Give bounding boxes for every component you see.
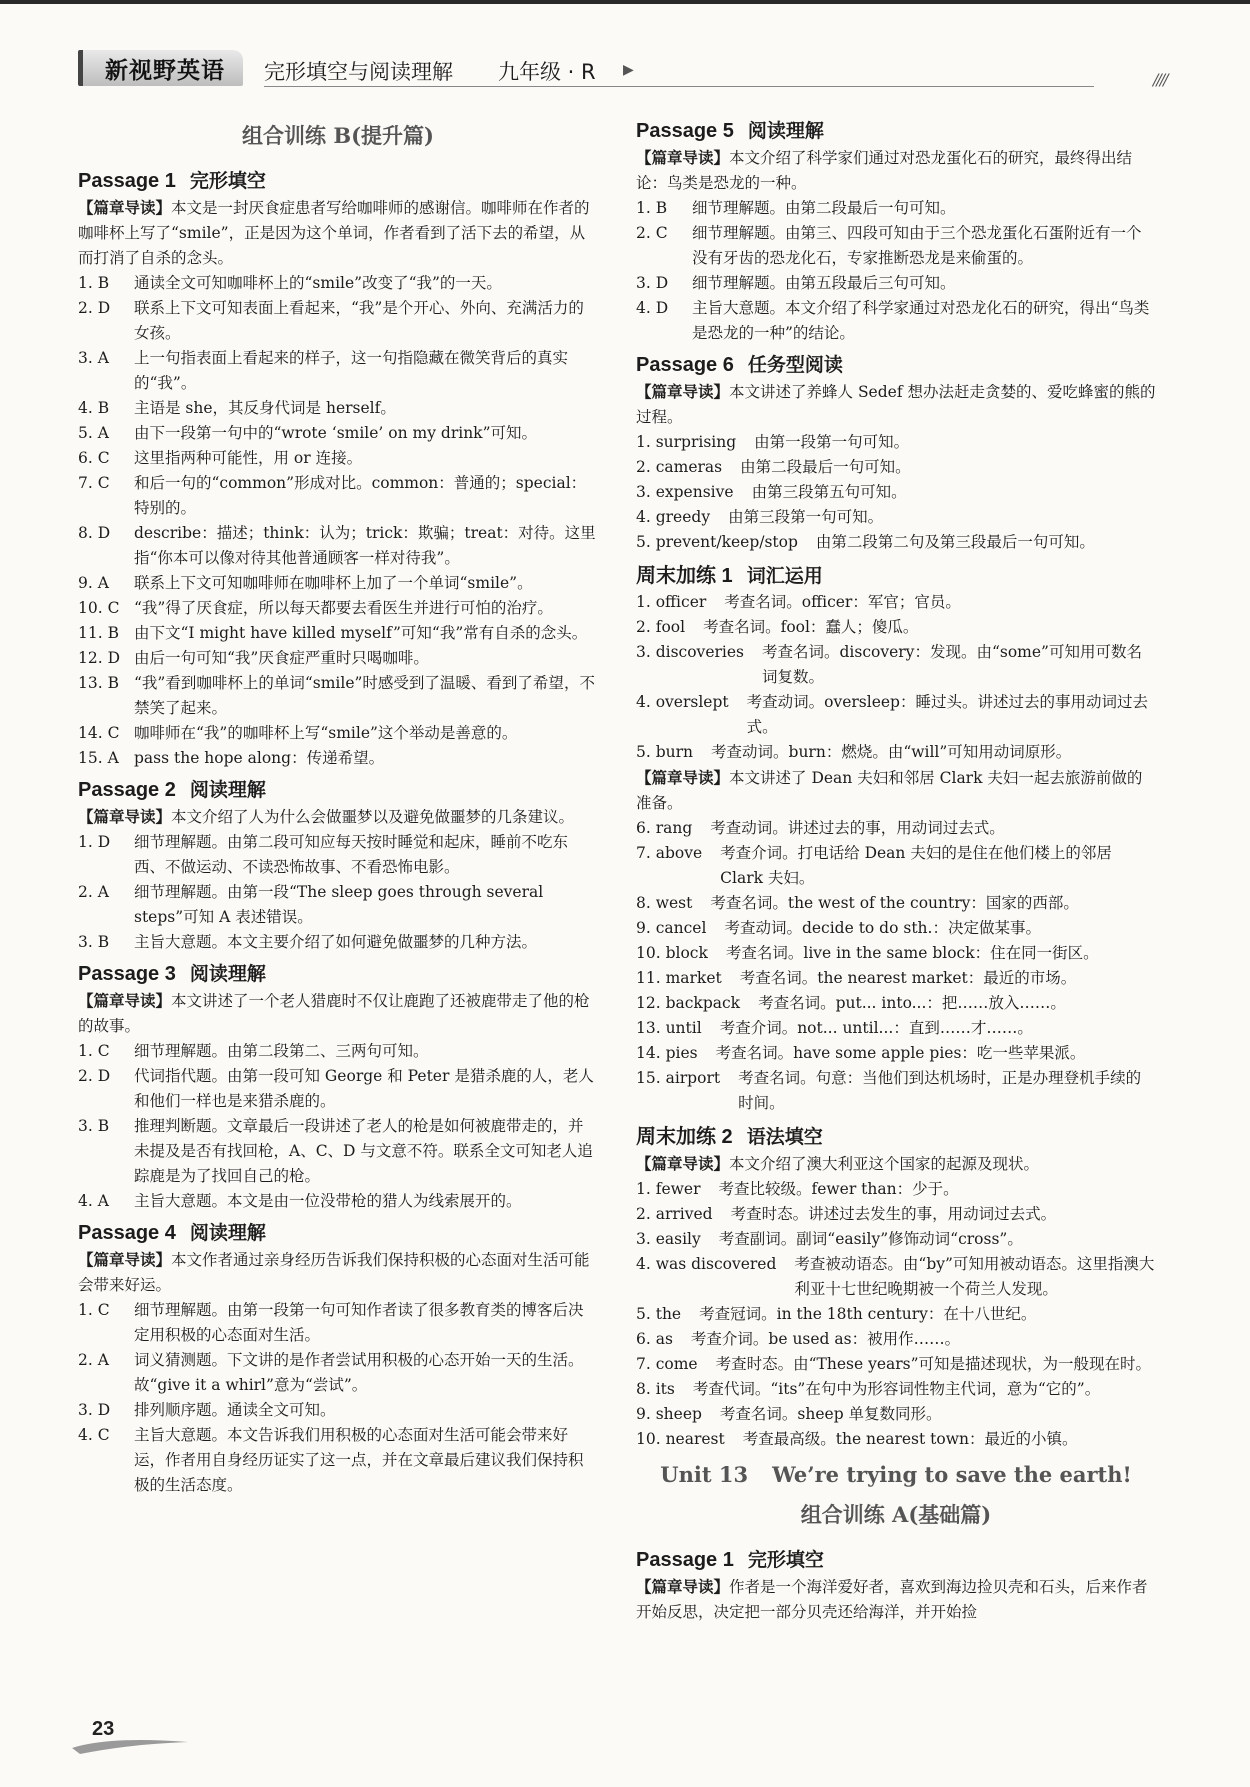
book-grade: 九年级 · R <box>498 60 596 84</box>
passage-name: Passage 1 <box>78 170 176 192</box>
answer-item <box>636 430 1156 455</box>
answer-number: 13. until <box>636 1019 702 1037</box>
answer-item <box>78 721 598 746</box>
answer-number: 2. C <box>636 224 668 242</box>
answer-number: 6. C <box>78 449 110 467</box>
passage-guide: 【篇章导读】本文介绍了澳大利亚这个国家的起源及现状。 <box>636 1154 1040 1173</box>
answer-explanation: 细节理解题。由第二段第二、三两句可知。 <box>134 1042 429 1060</box>
answer-explanation: 细节理解题。由第三、四段可知由于三个恐龙蛋化石蛋附近有一个没有牙齿的恐龙化石，专家推断恐龙是来偷蛋的。 <box>692 224 1142 267</box>
answer-explanation: “我”看到咖啡杯上的单词“smile”时感受到了温暖、看到了希望，不禁笑了起来。 <box>134 674 595 717</box>
passage-5 <box>636 116 1156 346</box>
answer-number: 2. fool <box>636 618 686 636</box>
answer-item <box>78 1348 598 1398</box>
answer-item <box>78 1039 598 1064</box>
answer-explanation: 考查副词。副词“easily”修饰动词“cross”。 <box>718 1230 1023 1248</box>
answer-item <box>636 1402 1156 1427</box>
right-column <box>636 112 1156 1625</box>
passage-1 <box>78 166 598 771</box>
answer-item <box>78 1398 598 1423</box>
answer-number: 4. B <box>78 399 110 417</box>
answer-number: 1. D <box>78 833 111 851</box>
answer-item <box>636 1066 1156 1116</box>
answer-number: 11. B <box>78 624 119 642</box>
answer-item <box>78 930 598 955</box>
answer-item <box>636 1016 1156 1041</box>
weekend-practice-2 <box>636 1120 1156 1452</box>
answer-number: 7. C <box>78 474 110 492</box>
passage-heading <box>78 1218 598 1245</box>
answer-number: 9. A <box>78 574 109 592</box>
passage-type: 阅读理解 <box>747 120 824 142</box>
answer-explanation: 考查最高级。the nearest town：最近的小镇。 <box>742 1430 1078 1448</box>
passage-2 <box>78 775 598 955</box>
answer-list <box>636 816 1156 1116</box>
answer-number: 14. pies <box>636 1044 698 1062</box>
answer-item <box>636 505 1156 530</box>
answer-item <box>636 1202 1156 1227</box>
passage-heading <box>636 559 1156 588</box>
unit-label: Unit 13 <box>660 1462 749 1487</box>
answer-item <box>636 740 1156 765</box>
page-header <box>78 48 1167 92</box>
passage-heading <box>636 116 1156 143</box>
passage-name: Passage 3 <box>78 963 176 985</box>
answer-item <box>78 446 598 471</box>
answer-explanation: 考查名词。句意：当他们到达机场时，正是办理登机手续的时间。 <box>738 1069 1142 1112</box>
unit-name: We’re trying to save the earth! <box>772 1462 1132 1487</box>
passage-name: Passage 1 <box>636 1549 734 1571</box>
answer-explanation: 考查动词。oversleep：睡过头。讲述过去的事用动词过去式。 <box>746 693 1148 736</box>
answer-item <box>636 1352 1156 1377</box>
answer-item <box>78 1114 598 1189</box>
passage-4 <box>78 1218 598 1498</box>
answer-explanation: describe：描述；think：认为；trick：欺骗；treat：对待。这里指“你本可以像对待其他普通顾客一样对待我”。 <box>134 524 596 567</box>
answer-explanation: 这里指两种可能性，用 or 连接。 <box>134 449 363 467</box>
answer-item <box>636 916 1156 941</box>
answer-number: 7. come <box>636 1355 698 1373</box>
passage-1-unit13 <box>636 1545 1156 1625</box>
answer-explanation: 由第二段第二句及第三段最后一句可知。 <box>815 533 1095 551</box>
answer-explanation: pass the hope along：传递希望。 <box>134 749 385 767</box>
answer-explanation: 考查代词。“its”在句中为形容词性物主代词，意为“它的”。 <box>692 1380 1101 1398</box>
answer-number: 4. A <box>78 1192 109 1210</box>
answer-number: 10. C <box>78 599 120 617</box>
answer-number: 1. officer <box>636 593 707 611</box>
answer-item <box>636 640 1156 690</box>
answer-item <box>636 530 1156 555</box>
answer-item <box>636 196 1156 221</box>
answer-item <box>78 346 598 396</box>
answer-item <box>78 621 598 646</box>
passage-name: 周末加练 2 <box>636 1126 733 1148</box>
passage-guide: 【篇章导读】本文是一封厌食症患者写给咖啡师的感谢信。咖啡师在作者的咖啡杯上写了“smile”，正是因为这个单词，作者看到了活下去的希望，从而打消了自杀的念头。 <box>78 198 590 267</box>
answer-explanation: 细节理解题。由第二段最后一句可知。 <box>692 199 956 217</box>
answer-number: 1. C <box>78 1042 110 1060</box>
answer-explanation: 考查动词。burn：燃烧。由“will”可知用动词原形。 <box>711 743 1072 761</box>
passage-guide: 【篇章导读】本文讲述了一个老人猎鹿时不仅让鹿跑了还被鹿带走了他的枪的故事。 <box>78 991 590 1035</box>
answer-explanation: 主旨大意题。本文告诉我们用积极的心态面对生活可能会带来好运，作者用自身经历证实了这一点，并在文章最后建议我们保持积极的生活态度。 <box>134 1426 584 1494</box>
answer-item <box>636 816 1156 841</box>
answer-number: 8. west <box>636 894 693 912</box>
top-border-line <box>0 0 1250 4</box>
answer-explanation: “我”得了厌食症，所以每天都要去看医生并进行可怕的治疗。 <box>134 599 553 617</box>
answer-item <box>78 296 598 346</box>
answer-explanation: 由第三段第一句可知。 <box>728 508 884 526</box>
answer-number: 10. block <box>636 944 708 962</box>
unit-title <box>636 1462 1156 1487</box>
answer-explanation: 考查时态。讲述过去发生的事，用动词过去式。 <box>730 1205 1057 1223</box>
answer-explanation: 考查动词。讲述过去的事，用动词过去式。 <box>710 819 1005 837</box>
answer-explanation: 考查被动语态。由“by”可知用被动语态。这里指澳大利亚十七世纪晚期被一个荷兰人发现。 <box>794 1255 1155 1298</box>
answer-item <box>636 1227 1156 1252</box>
passage-heading <box>78 959 598 986</box>
passage-guide: 【篇章导读】本文介绍了科学家们通过对恐龙蛋化石的研究，最终得出结论：鸟类是恐龙的一种。 <box>636 148 1133 192</box>
answer-explanation: 细节理解题。由第一段“The sleep goes through several steps”可知 A 表述错误。 <box>134 883 544 926</box>
answer-number: 13. B <box>78 674 119 692</box>
answer-item <box>636 480 1156 505</box>
answer-item <box>78 646 598 671</box>
answer-number: 2. A <box>78 883 109 901</box>
answer-item <box>78 396 598 421</box>
passage-name: Passage 4 <box>78 1222 176 1244</box>
answer-number: 3. easily <box>636 1230 701 1248</box>
answer-explanation: 细节理解题。由第二段可知应每天按时睡觉和起床，睡前不吃东西、不做运动、不读恐怖故事、不看恐怖电影。 <box>134 833 569 876</box>
answer-item <box>78 671 598 721</box>
answer-item <box>636 966 1156 991</box>
answer-explanation: 考查介词。打电话给 Dean 夫妇的是住在他们楼上的邻居 Clark 夫妇。 <box>720 844 1112 887</box>
answer-number: 10. nearest <box>636 1430 725 1448</box>
answer-number: 3. D <box>636 274 669 292</box>
answer-number: 4. greedy <box>636 508 711 526</box>
answer-number: 3. discoveries <box>636 643 744 661</box>
passage-type: 词汇运用 <box>746 565 823 587</box>
book-subject: 完形填空与阅读理解 <box>264 60 453 84</box>
answer-number: 2. A <box>78 1351 109 1369</box>
answer-item <box>78 1064 598 1114</box>
answer-item <box>78 1189 598 1214</box>
answer-item <box>636 1302 1156 1327</box>
answer-number: 1. C <box>78 1301 110 1319</box>
answer-number: 2. cameras <box>636 458 723 476</box>
answer-item <box>636 296 1156 346</box>
answer-item <box>78 880 598 930</box>
answer-number: 12. backpack <box>636 994 741 1012</box>
passage-type: 阅读理解 <box>189 779 266 801</box>
passage-heading <box>78 166 598 193</box>
section-title: 组合训练 B(提升篇) <box>242 123 434 148</box>
answer-explanation: 考查比较级。fewer than：少于。 <box>718 1180 959 1198</box>
answer-item <box>78 1423 598 1498</box>
answer-number: 4. was discovered <box>636 1255 777 1273</box>
answer-number: 6. rang <box>636 819 693 837</box>
passage-6 <box>636 350 1156 555</box>
answer-list <box>78 271 598 771</box>
passage-heading <box>636 1545 1156 1572</box>
answer-explanation: 词义猜测题。下文讲的是作者尝试用积极的心态开始一天的生活。故“give it a whirl”意为“尝试”。 <box>134 1351 584 1394</box>
answer-explanation: 上一句指表面上看起来的样子，这一句指隐藏在微笑背后的真实的“我”。 <box>134 349 569 392</box>
answer-number: 4. overslept <box>636 693 729 711</box>
answer-explanation: 通读全文可知咖啡杯上的“smile”改变了“我”的一天。 <box>134 274 502 292</box>
answer-number: 3. B <box>78 933 110 951</box>
answer-number: 2. arrived <box>636 1205 713 1223</box>
answer-explanation: 由第三段第五句可知。 <box>751 483 907 501</box>
passage-guide: 【篇章导读】作者是一个海洋爱好者，喜欢到海边捡贝壳和石头，后来作者开始反思，决定把一部分贝壳还给海洋，并开始捡 <box>636 1577 1148 1621</box>
answer-number: 1. fewer <box>636 1180 701 1198</box>
answer-item <box>636 891 1156 916</box>
answer-item <box>78 596 598 621</box>
passage-name: 周末加练 1 <box>636 565 733 587</box>
passage-type: 完形填空 <box>747 1549 824 1571</box>
answer-explanation: 细节理解题。由第一段第一句可知作者读了很多教育类的博客后决定用积极的心态面对生活。 <box>134 1301 584 1344</box>
passage-type: 语法填空 <box>746 1126 823 1148</box>
passage-type: 阅读理解 <box>189 1222 266 1244</box>
answer-explanation: 咖啡师在“我”的咖啡杯上写“smile”这个举动是善意的。 <box>134 724 518 742</box>
answer-list <box>636 196 1156 346</box>
answer-list <box>636 590 1156 765</box>
answer-item <box>78 271 598 296</box>
answer-number: 15. A <box>78 749 119 767</box>
answer-explanation: 考查介词。not... until...：直到……才……。 <box>719 1019 1033 1037</box>
answer-explanation: 考查名词。put... into...：把……放入……。 <box>758 994 1066 1012</box>
answer-explanation: 考查动词。decide to do sth.：决定做某事。 <box>724 919 1041 937</box>
passage-guide: 【篇章导读】本文介绍了人为什么会做噩梦以及避免做噩梦的几条建议。 <box>78 807 575 826</box>
answer-item <box>78 830 598 880</box>
answer-explanation: 考查名词。the nearest market：最近的市场。 <box>739 969 1077 987</box>
answer-explanation: 主旨大意题。本文是由一位没带枪的猎人为线索展开的。 <box>134 1192 522 1210</box>
answer-explanation: 细节理解题。由第五段最后三句可知。 <box>692 274 956 292</box>
answer-number: 5. A <box>78 424 109 442</box>
answer-number: 11. market <box>636 969 722 987</box>
answer-item <box>636 991 1156 1016</box>
left-column <box>78 112 598 1498</box>
answer-item <box>78 1298 598 1348</box>
answer-explanation: 和后一句的“common”形成对比。common：普通的；special：特别的。 <box>134 474 587 517</box>
passage-guide: 【篇章导读】本文讲述了养蜂人 Sedef 想办法赶走贪婪的、爱吃蜂蜜的熊的过程。 <box>636 382 1156 426</box>
answer-number: 3. A <box>78 349 109 367</box>
answer-number: 3. expensive <box>636 483 734 501</box>
answer-explanation: 考查名词。the west of the country：国家的西部。 <box>710 894 1079 912</box>
answer-item <box>636 615 1156 640</box>
passage-type: 任务型阅读 <box>747 354 843 376</box>
left-passages <box>78 166 598 1498</box>
answer-explanation: 由第二段最后一句可知。 <box>740 458 911 476</box>
answer-number: 2. D <box>78 299 111 317</box>
answer-number: 1. surprising <box>636 433 737 451</box>
answer-item <box>636 941 1156 966</box>
answer-number: 15. airport <box>636 1069 721 1087</box>
answer-item <box>78 746 598 771</box>
answer-explanation: 考查时态。由“These years”可知是描述现状，为一般现在时。 <box>715 1355 1152 1373</box>
answer-explanation: 联系上下文可知表面上看起来，“我”是个开心、外向、充满活力的女孩。 <box>134 299 584 342</box>
answer-item <box>636 271 1156 296</box>
passage-type: 完形填空 <box>189 170 266 192</box>
answer-item <box>636 1177 1156 1202</box>
answer-list <box>78 830 598 955</box>
answer-number: 5. prevent/keep/stop <box>636 533 798 551</box>
answer-explanation: 由后一句可知“我”厌食症严重时只喝咖啡。 <box>134 649 429 667</box>
header-rule <box>264 86 1094 87</box>
answer-item <box>78 471 598 521</box>
answer-explanation: 考查介词。be used as：被用作……。 <box>690 1330 961 1348</box>
answer-explanation: 主语是 she，其反身代词是 herself。 <box>134 399 396 417</box>
answer-explanation: 考查冠词。in the 18th century：在十八世纪。 <box>699 1305 1037 1323</box>
answer-item <box>78 571 598 596</box>
answer-number: 3. D <box>78 1401 111 1419</box>
answer-item <box>636 1041 1156 1066</box>
answer-explanation: 联系上下文可知咖啡师在咖啡杯上加了一个单词“smile”。 <box>134 574 533 592</box>
answer-item <box>78 521 598 571</box>
section-title: 组合训练 A(基础篇) <box>800 1502 992 1527</box>
answer-item <box>636 1252 1156 1302</box>
passage-heading <box>636 350 1156 377</box>
answer-item <box>636 455 1156 480</box>
answer-item <box>636 590 1156 615</box>
answer-item <box>636 841 1156 891</box>
answer-list <box>78 1298 598 1498</box>
answer-item <box>636 1377 1156 1402</box>
passage-guide: 【篇章导读】本文作者通过亲身经历告诉我们保持积极的心态面对生活可能会带来好运。 <box>78 1250 590 1294</box>
answer-number: 8. D <box>78 524 111 542</box>
answer-explanation: 考查名词。officer：军官；官员。 <box>724 593 961 611</box>
answer-number: 9. cancel <box>636 919 707 937</box>
passage-name: Passage 2 <box>78 779 176 801</box>
answer-explanation: 主旨大意题。本文介绍了科学家通过对恐龙化石的研究，得出“鸟类是恐龙的一种”的结论。 <box>692 299 1150 342</box>
answer-number: 9. sheep <box>636 1405 702 1423</box>
answer-explanation: 代词指代题。由第一段可知 George 和 Peter 是猎杀鹿的人，老人和他们一样也是来猎杀鹿的。 <box>134 1067 594 1110</box>
answer-explanation: 考查名词。sheep 单复数同形。 <box>719 1405 942 1423</box>
answer-number: 1. B <box>78 274 110 292</box>
answer-list <box>78 1039 598 1214</box>
answer-list <box>636 430 1156 555</box>
passage-heading <box>636 1120 1156 1149</box>
answer-number: 4. D <box>636 299 669 317</box>
answer-explanation: 由第一段第一句可知。 <box>754 433 910 451</box>
brand-logo: 新视野英语 <box>78 50 243 86</box>
passage-guide: 【篇章导读】本文讲述了 Dean 夫妇和邻居 Clark 夫妇一起去旅游前做的准备。 <box>636 768 1143 812</box>
answer-list <box>636 1177 1156 1452</box>
decorative-slashes: //// <box>1153 70 1167 89</box>
answer-item <box>636 221 1156 271</box>
passage-3 <box>78 959 598 1214</box>
answer-number: 2. D <box>78 1067 111 1085</box>
passage-name: Passage 5 <box>636 120 734 142</box>
answer-explanation: 主旨大意题。本文主要介绍了如何避免做噩梦的几种方法。 <box>134 933 538 951</box>
answer-explanation: 排列顺序题。通读全文可知。 <box>134 1401 336 1419</box>
answer-number: 1. B <box>636 199 668 217</box>
passage-name: Passage 6 <box>636 354 734 376</box>
answer-explanation: 由下文“I might have killed myself”可知“我”常有自杀的念头。 <box>134 624 588 642</box>
answer-explanation: 由下一段第一句中的“wrote ‘smile’ on my drink”可知。 <box>134 424 537 442</box>
answer-number: 5. burn <box>636 743 694 761</box>
answer-item <box>636 1327 1156 1352</box>
answer-explanation: 考查名词。have some apple pies：吃一些苹果派。 <box>715 1044 1086 1062</box>
answer-number: 6. as <box>636 1330 673 1348</box>
weekend-practice-1 <box>636 559 1156 1116</box>
answer-number: 8. its <box>636 1380 675 1398</box>
play-arrow-icon: ▶ <box>623 62 634 78</box>
answer-explanation: 考查名词。fool：蠢人；傻瓜。 <box>703 618 919 636</box>
passage-heading <box>78 775 598 802</box>
answer-explanation: 考查名词。live in the same block：住在同一街区。 <box>725 944 1099 962</box>
answer-item <box>78 421 598 446</box>
page-number-swoosh <box>70 1718 190 1758</box>
answer-number: 5. the <box>636 1305 682 1323</box>
answer-item <box>636 690 1156 740</box>
answer-item <box>636 1427 1156 1452</box>
answer-number: 14. C <box>78 724 120 742</box>
answer-number: 3. B <box>78 1117 110 1135</box>
answer-number: 12. D <box>78 649 121 667</box>
passage-type: 阅读理解 <box>189 963 266 985</box>
answer-number: 7. above <box>636 844 703 862</box>
answer-explanation: 推理判断题。文章最后一段讲述了老人的枪是如何被鹿带走的，并未提及是否有找回枪，A、C、D 与文意不符。联系全文可知老人追踪鹿是为了找回自己的枪。 <box>134 1117 593 1185</box>
page-number: 23 <box>92 1718 115 1740</box>
answer-number: 4. C <box>78 1426 110 1444</box>
answer-explanation: 考查名词。discovery：发现。由“some”可知用可数名词复数。 <box>762 643 1142 686</box>
